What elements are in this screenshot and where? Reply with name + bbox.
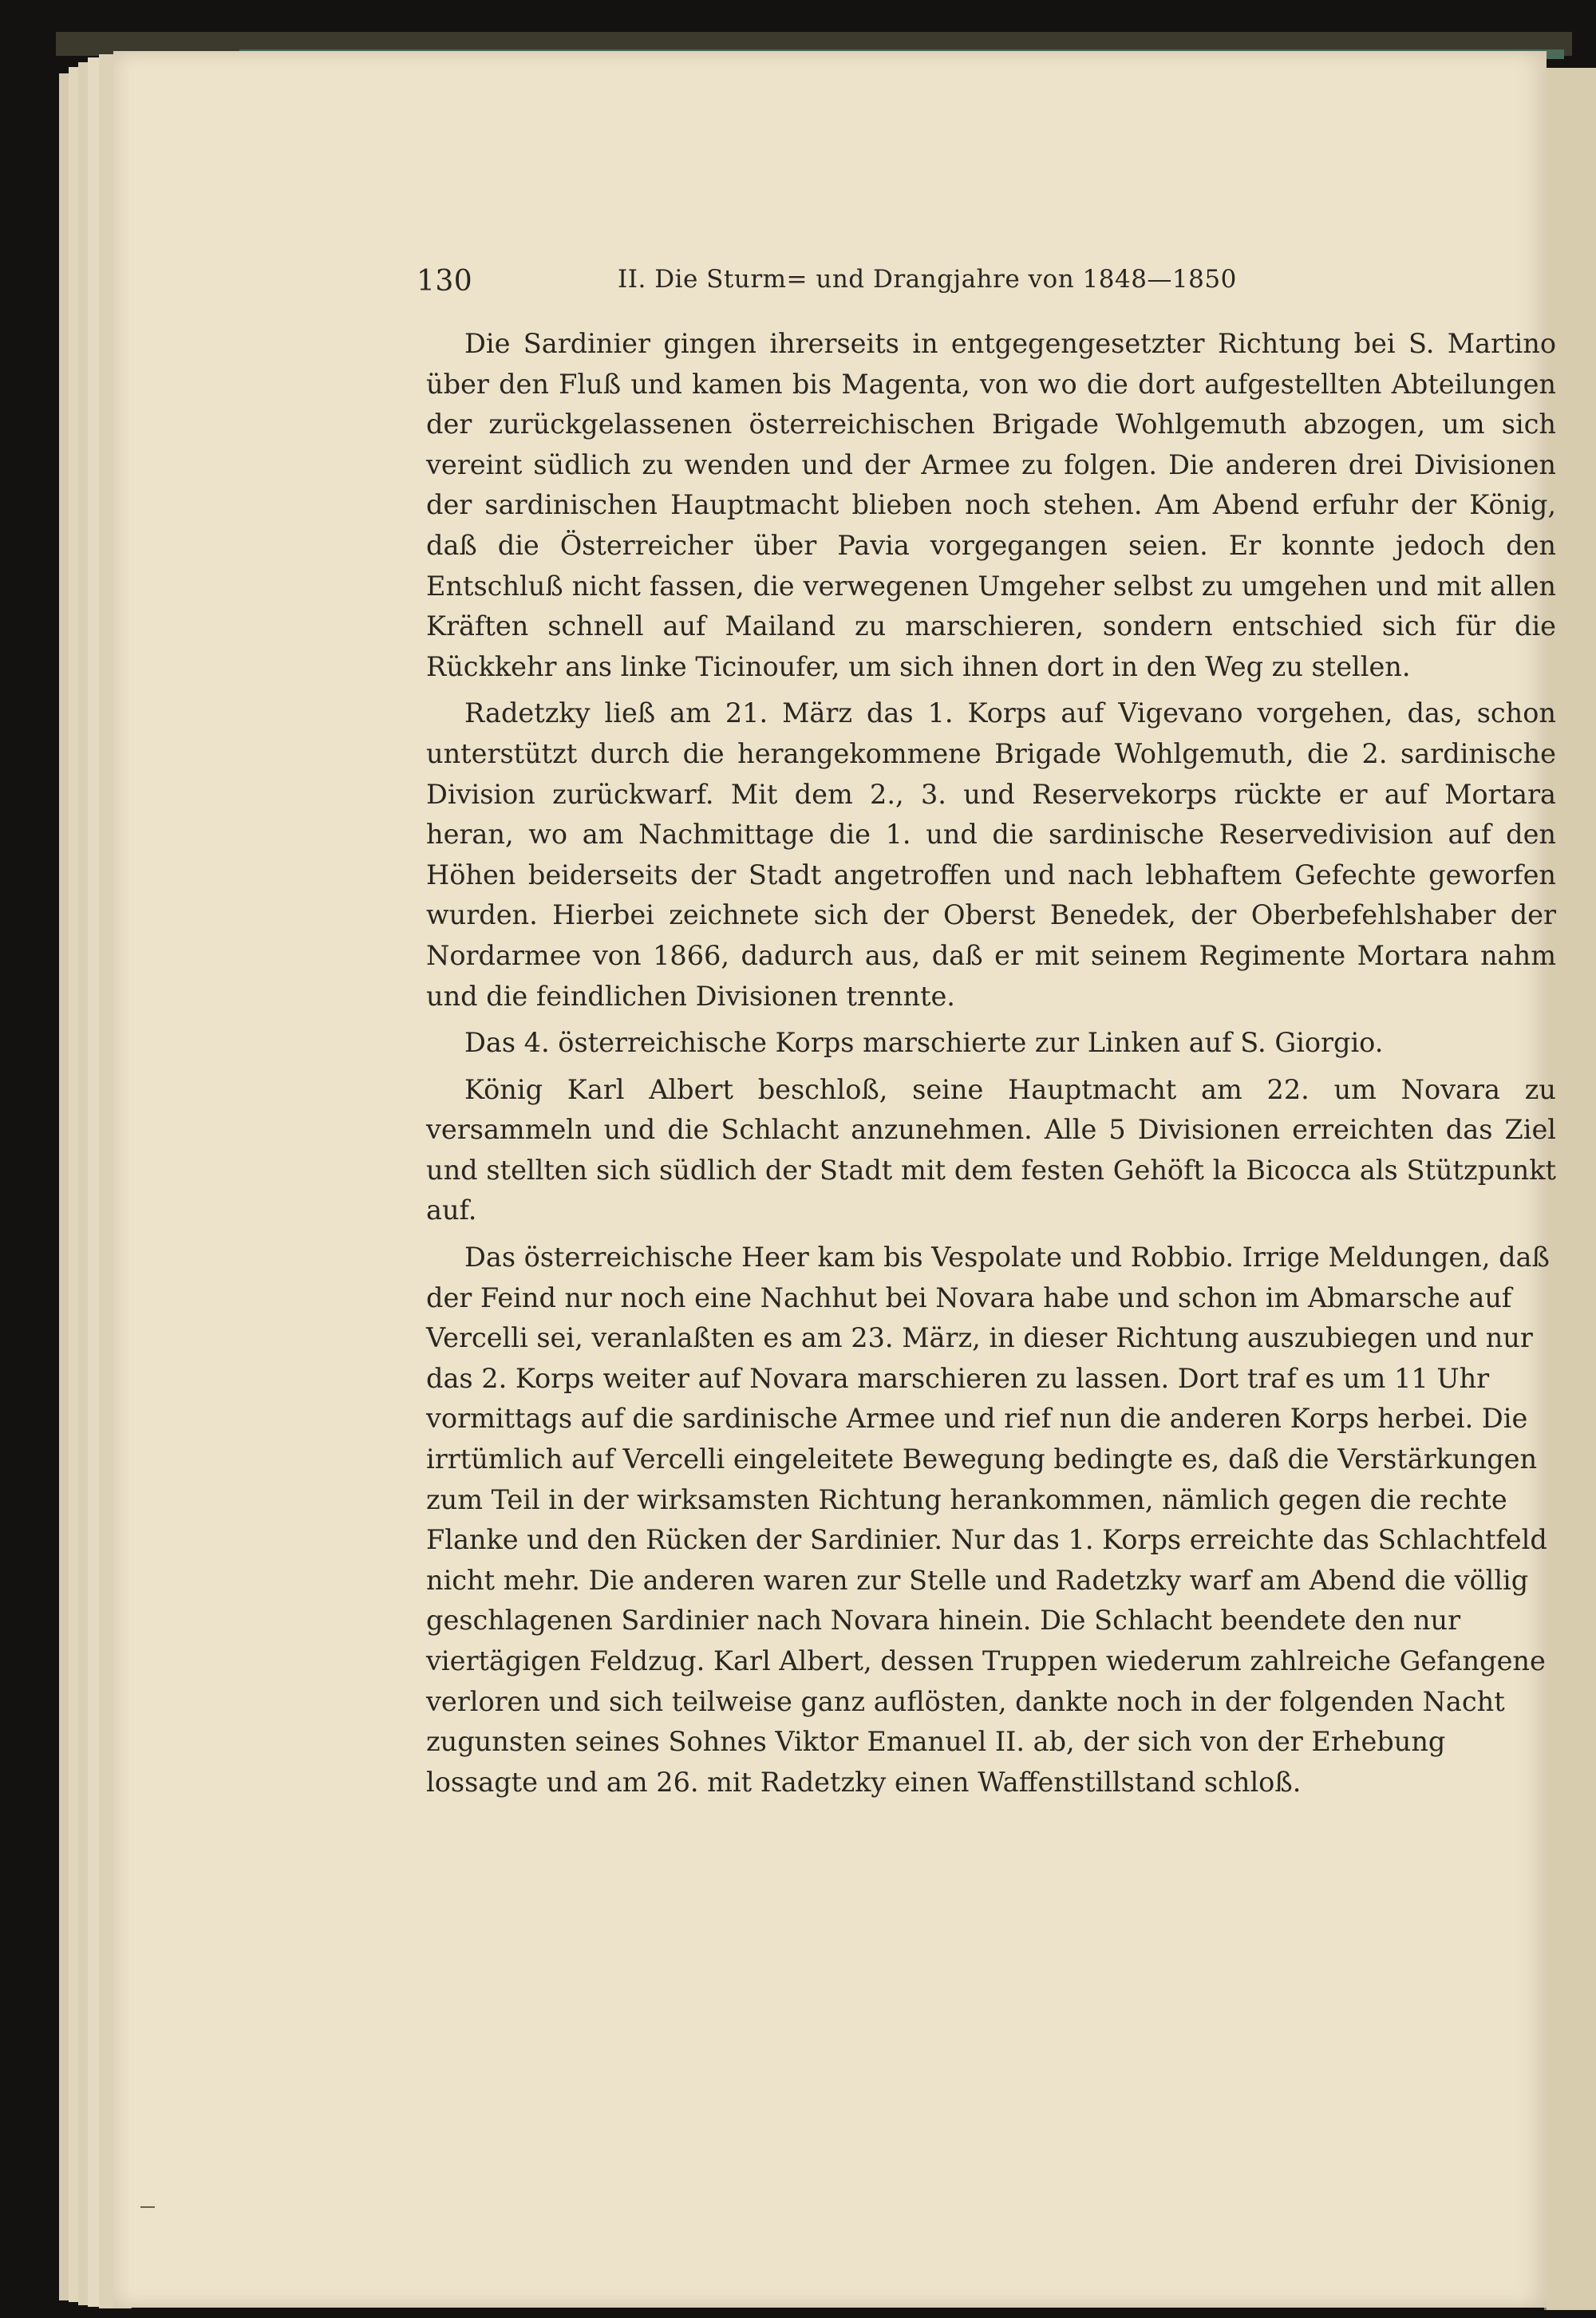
running-head <box>113 265 1547 316</box>
paragraph: Das österreichische Heer kam bis Vespolate und Robbio. Irrige Meldungen, daß der Feind nur noch eine Nachhut bei Novara habe und schon im Abmarsche auf Vercelli sei, veranlaßten es am 23. März, in dieser Richtung auszubiegen und nur das 2. Korps weiter auf Novara marschieren zu lassen. Dort traf es um 11 Uhr vormittags auf die sardinische Armee und rief nun die anderen Korps herbei. Die irrtümlich auf Vercelli eingeleitete Bewegung bedingte es, daß die Verstärkungen zum Teil in der wirksamsten Richtung herankommen, nämlich gegen die rechte Flanke und den Rücken der Sardinier. Nur das 1. Korps erreichte das Schlachtfeld nicht mehr. Die anderen waren zur Stelle und Radetzky warf am Abend die völlig geschlagenen Sardinier nach Novara hinein. Die Schlacht beendete den nur viertägigen Feldzug. Karl Albert, dessen Truppen wiederum zahlreiche Gefangene verloren und sich teilweise ganz auflösten, dankte noch in der folgenden Nacht zugunsten seines Sohnes Viktor Emanuel II. ab, der sich von der Erhebung lossagte und am 26. mit Radetzky einen Waffenstillstand schloß. <box>426 1242 1550 1798</box>
margin-mark <box>140 2206 155 2208</box>
paragraph: Das 4. österreichische Korps marschierte zur Linken auf S. Giorgio. <box>464 1027 1384 1059</box>
body-text <box>426 324 1556 1809</box>
paragraph: Die Sardinier gingen ihrerseits in entgegengesetzter Richtung bei S. Martino über den Fluß und kamen bis Magenta, von wo die dort aufgestellten Abteilungen der zurückgelassenen österreichischen Brigade Wohlgemuth abzogen, um sich vereint südlich zu wenden und der Armee zu folgen. Die anderen drei Divisionen der sardinischen Hauptmacht blieben noch stehen. Am Abend erfuhr der König, daß die Österreicher über Pavia vorgegangen seien. Er konnte jedoch den Entschluß nicht fassen, die verwegenen Umgeher selbst zu umgehen und mit allen Kräften schnell auf Mailand zu marschieren, sondern entschied sich für die Rückkehr ans linke Ticinoufer, um sich ihnen dort in den Weg zu stellen. <box>426 328 1556 682</box>
paragraph: Radetzky ließ am 21. März das 1. Korps auf Vigevano vorgehen, das, schon unterstützt durch die herangekommene Brigade Wohlgemuth, die 2. sardinische Division zurückwarf. Mit dem 2., 3. und Reservekorps rückte er auf Mortara heran, wo am Nachmittage die 1. und die sardinische Reservedivision auf den Höhen beiderseits der Stadt angetroffen und nach lebhaftem Gefechte geworfen wurden. Hierbei zeichnete sich der Oberst Benedek, der Oberbefehlshaber der Nordarmee von 1866, dadurch aus, daß er mit seinem Regimente Mortara nahm und die feindlichen Divisionen trennte. <box>426 697 1556 1012</box>
running-title: II. Die Sturm= und Drangjahre von 1848—1850 <box>618 265 1237 294</box>
page-number: 130 <box>417 265 473 298</box>
paragraph: König Karl Albert beschloß, seine Hauptmacht am 22. um Novara zu versammeln und die Schlacht anzunehmen. Alle 5 Divisionen erreichten das Ziel und stellten sich südlich der Stadt mit dem festen Gehöft la Bicocca als Stützpunkt auf. <box>426 1073 1556 1226</box>
book-page <box>113 51 1556 2308</box>
